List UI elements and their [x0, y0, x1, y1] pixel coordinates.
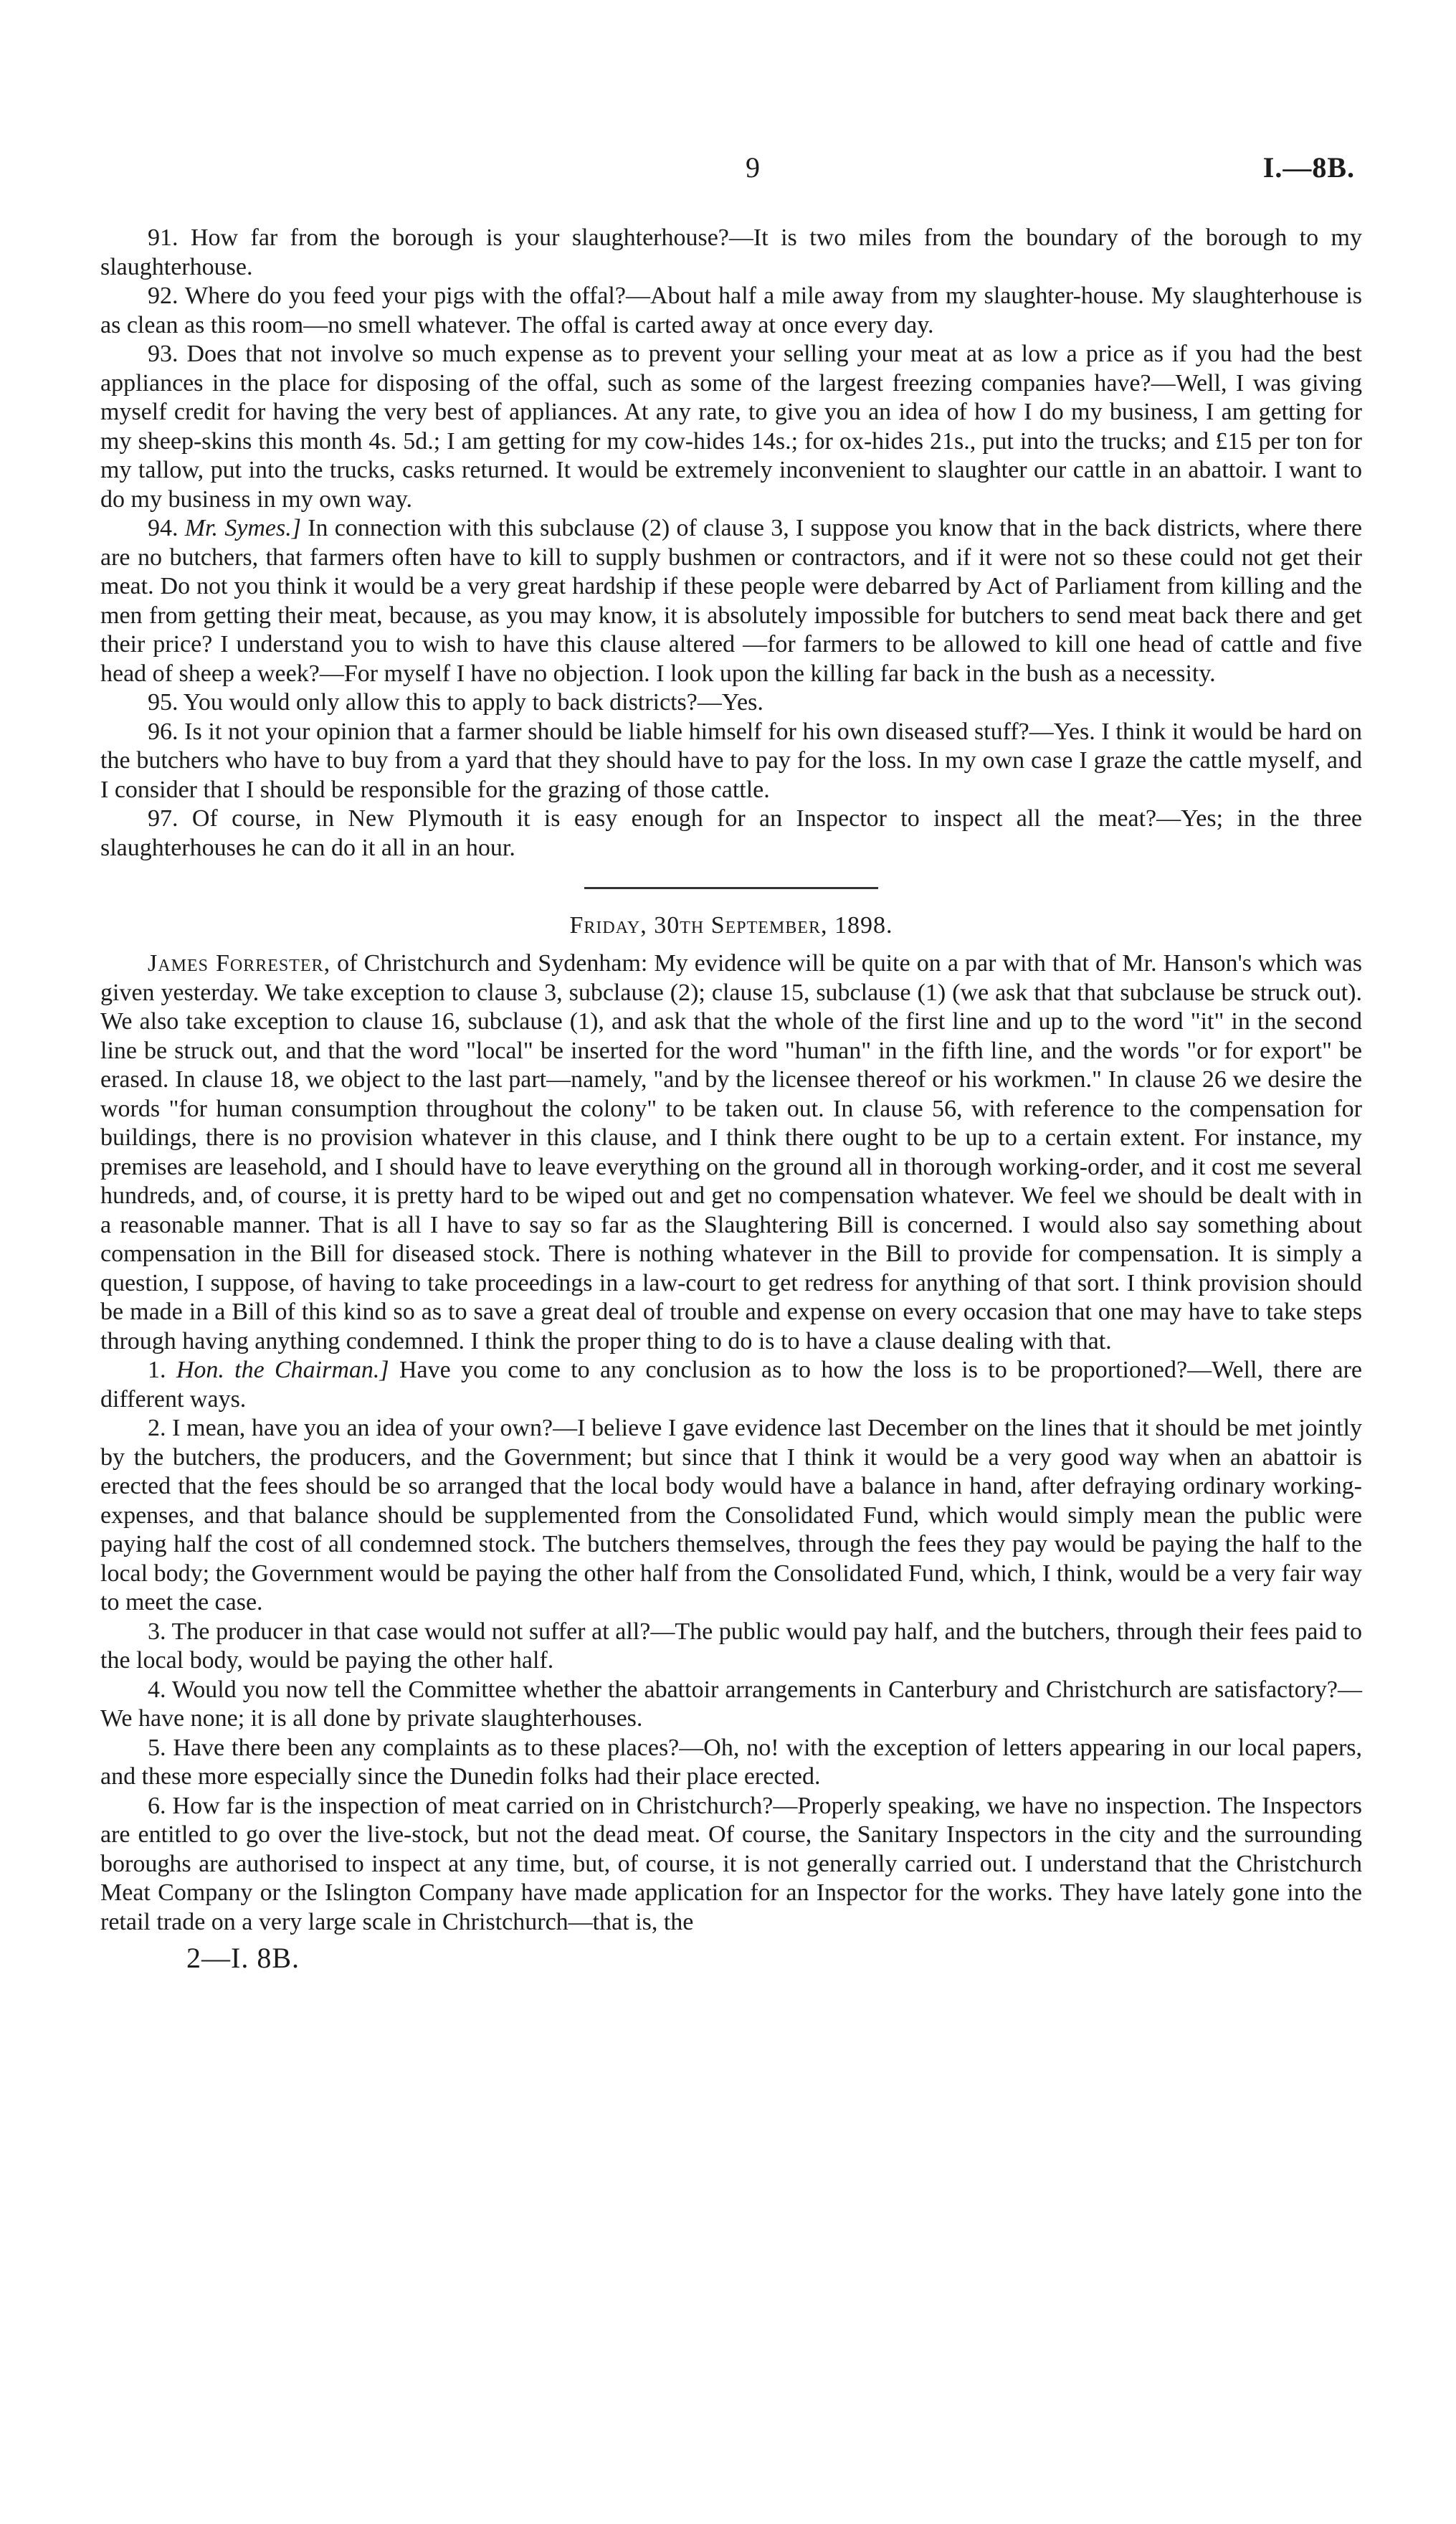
question-text: I mean, have you an idea of your own?—I believe I gave evidence last December on the lines that it should be met jointly by the butchers, the producers, and the Government; but since that I think it would be a very good way when an abattoir is erected that the fees should be so arranged that the local body would have a balance in hand, after defraying ordinary working-expenses, and that balance should be supplemented from the Consolidated Fund, which would simply mean the public were paying half the cost of all condemned stock. The butchers themselves, through the fees they pay would be paying the half to the local body; the Government would be paying the other half from the Consolidated Fund, which, I think, would be a very fair way to meet the case.: [100, 1415, 1362, 1616]
question-number: 1.: [148, 1357, 166, 1383]
question-text: Have you come to any conclusion as to how the loss is to be proportioned?—Well, there are different ways.: [100, 1357, 1363, 1413]
question-number: 94.: [148, 515, 179, 541]
question-text: Where do you feed your pigs with the offal?—About half a mile away from my slaughter-house. My slaughterhouse is as clean as this room—no smell whatever. The offal is carted away at once every day.: [100, 283, 1363, 338]
question-number: 95.: [148, 689, 179, 716]
witness-statement: [100, 949, 1362, 1356]
signature-mark: 2—I. 8B.: [186, 1942, 300, 1974]
question-text: The producer in that case would not suffer at all?—The public would pay half, and the butchers, through their fees paid to the local body, would be paying the other half.: [100, 1618, 1362, 1674]
date-heading: Friday, 30th September, 1898.: [569, 912, 893, 939]
question-paragraph: [100, 1618, 1362, 1676]
question-paragraph: [100, 805, 1362, 863]
question-number: 92.: [148, 283, 179, 309]
speaker-label: Mr. Symes.]: [184, 515, 301, 541]
witness-name: James Forrester,: [148, 950, 331, 977]
question-paragraph: [100, 688, 1362, 718]
question-paragraph: [100, 1414, 1362, 1618]
question-paragraph: [100, 224, 1362, 282]
document-reference: I.—8B.: [1262, 151, 1355, 184]
question-paragraph: [100, 1734, 1362, 1792]
question-text: In connection with this subclause (2) of clause 3, I suppose you know that in the back districts, where there are no butchers, that farmers often have to kill to supply bushmen or contractors, and if it were not so these could not get their meat. Do not you think it would be a very great hardship if these people were debarred by Act of Parliament from killing and the men from getting their meat, because, as you may know, it is absolutely impossible for butchers to send meat back there and get their price? I understand you to wish to have this clause altered —for farmers to be allowed to kill one head of cattle and five head of sheep a week?—For myself I have no objection. I look upon the killing far back in the bush as a necessity.: [100, 515, 1363, 687]
page-number: 9: [746, 151, 760, 184]
question-number: 97.: [148, 805, 179, 832]
question-text: Of course, in New Plymouth it is easy enough for an Inspector to inspect all the meat?—Yes; in the three slaughterhouses he can do it all in an hour.: [100, 805, 1363, 861]
question-text: How far from the borough is your slaughterhouse?—It is two miles from the boundary of the borough to my slaughterhouse.: [100, 224, 1363, 280]
page-header: [100, 151, 1362, 186]
question-paragraph: [100, 340, 1362, 514]
question-number: 4.: [148, 1676, 166, 1703]
evidence-block-first: [100, 224, 1362, 863]
question-number: 91.: [148, 224, 179, 251]
question-number: 93.: [148, 341, 179, 367]
witness-statement-text: of Christchurch and Sydenham: My evidence will be quite on a par with that of Mr. Hanson's which was given yesterday. We take exception to clause 3, subclause (2); clause 15, subclause (1) (we ask that that subclause be struck out). We also take exception to clause 16, subclause (1), and ask that the whole of the first line and up to the word "it" in the second line be struck out, and that the word "local" be inserted for the word "human" in the fifth line, and the words "or for export" be erased. In clause 18, we object to the last part—namely, "and by the licensee thereof or his workmen." In clause 26 we desire the words "for human consumption throughout the colony" to be taken out. In clause 56, with reference to the compensation for buildings, there is no provision whatever in this clause, and I think there ought to be up to a certain extent. For instance, my premises are leasehold, and I should have to leave everything on the ground all in thorough working-order, and it cost me several hundreds, and, of course, it is pretty hard to be wiped out and get no compensation whatever. We feel we should be dealt with in a reasonable manner. That is all I have to say so far as the Slaughtering Bill is concerned. I would also say something about compensation in the Bill for diseased stock. There is nothing whatever in the Bill to provide for compensation. It is simply a question, I suppose, of having to take proceedings in a law-court to get redress for anything of that sort. I think provision should be made in a Bill of this kind so as to save a great deal of trouble and expense on every occasion that one may have to take steps through having anything condemned. I think the proper thing to do is to have a clause dealing with that.: [100, 950, 1363, 1354]
question-paragraph: [100, 514, 1362, 688]
page-body: [100, 224, 1362, 1975]
question-number: 6.: [148, 1792, 166, 1819]
question-paragraph: [100, 282, 1362, 340]
question-paragraph: [100, 1356, 1362, 1414]
question-text: How far is the inspection of meat carried on in Christchurch?—Properly speaking, we have no inspection. The Inspectors are entitled to go over the live-stock, but not the dead meat. Of course, the Sanitary Inspectors in the city and the surrounding boroughs are authorised to inspect at any time, but, of course, it is not generally carried out. I understand that the Christchurch Meat Company or the Islington Company have made application for an Inspector for the works. They have lately gone into the retail trade on a very large scale in Christchurch—that is, the: [100, 1792, 1362, 1935]
question-paragraph: [100, 1792, 1362, 1937]
question-text: Does that not involve so much expense as to prevent your selling your meat at as low a price as if you had the best appliances in the place for disposing of the offal, such as some of the largest freezing companies have?—Well, I was giving myself credit for having the very best of appliances. At any rate, to give you an idea of how I do my business, I am getting for my sheep-skins this month 4s. 5d.; I am getting for my cow-hides 14s.; for ox-hides 21s., put into the trucks; and £15 per ton for my tallow, put into the trucks, casks returned. It would be extremely inconvenient to slaughter our cattle in an abattoir. I want to do my business in my own way.: [100, 341, 1362, 513]
question-text: Is it not your opinion that a farmer should be liable himself for his own diseased stuff?—Yes. I think it would be hard on the butchers who have to buy from a yard that they should have to pay for the loss. In my own case I graze the cattle myself, and I consider that I should be responsible for the grazing of those cattle.: [100, 718, 1362, 803]
speaker-label: Hon. the Chairman.]: [176, 1357, 389, 1383]
question-text: Have there been any complaints as to these places?—Oh, no! with the exception of letters appearing in our local papers, and these more especially since the Dunedin folks had their place erected.: [100, 1734, 1362, 1790]
question-paragraph: [100, 718, 1362, 805]
question-number: 2.: [148, 1415, 166, 1441]
question-number: 5.: [148, 1734, 166, 1761]
question-text: You would only allow this to apply to back districts?—Yes.: [183, 689, 763, 716]
question-number: 3.: [148, 1618, 166, 1645]
question-paragraph: [100, 1676, 1362, 1734]
evidence-block-second: [100, 1356, 1362, 1937]
question-text: Would you now tell the Committee whether the abattoir arrangements in Canterbury and Christchurch are satisfactory?—We have none; it is all done by private slaughterhouses.: [100, 1676, 1362, 1732]
question-number: 96.: [148, 718, 179, 745]
section-divider: [584, 887, 878, 889]
